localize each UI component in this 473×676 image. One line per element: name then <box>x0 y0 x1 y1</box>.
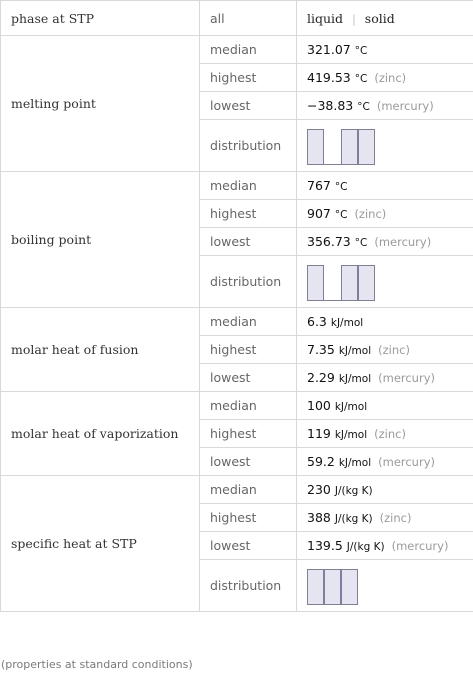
table-row <box>1 308 473 336</box>
value-number: 2.29 <box>307 370 335 385</box>
stat-value <box>297 448 473 476</box>
stat-value <box>297 172 473 200</box>
element-note: (mercury) <box>391 539 449 553</box>
element-note: (mercury) <box>378 371 435 385</box>
histogram-bar <box>341 569 358 605</box>
value-number: 230 <box>307 482 331 497</box>
header-phase-selector[interactable] <box>297 1 473 36</box>
property-name: melting point <box>1 36 200 172</box>
phase-separator: | <box>352 12 356 26</box>
element-note: (zinc) <box>379 511 412 525</box>
element-note: (zinc) <box>374 71 407 85</box>
value-unit: °C <box>334 181 348 193</box>
stat-value <box>297 36 473 64</box>
element-note: (zinc) <box>374 427 406 441</box>
distribution-histogram <box>307 567 375 605</box>
stat-label: distribution <box>200 120 297 172</box>
stat-label: lowest <box>200 228 297 256</box>
stat-label: median <box>200 172 297 200</box>
value-unit: °C <box>354 237 368 249</box>
distribution-histogram <box>307 263 375 301</box>
header-row <box>1 1 473 36</box>
stat-label: median <box>200 308 297 336</box>
footer-note: (properties at standard conditions) <box>1 658 193 671</box>
stat-label: highest <box>200 420 297 448</box>
stat-value <box>297 364 473 392</box>
distribution-chart <box>297 560 473 612</box>
stat-value <box>297 200 473 228</box>
stat-label: distribution <box>200 256 297 308</box>
element-note: (mercury) <box>374 235 432 249</box>
element-note: (zinc) <box>378 343 410 357</box>
stat-label: lowest <box>200 92 297 120</box>
stat-value <box>297 336 473 364</box>
value-unit: °C <box>354 45 368 57</box>
stat-value <box>297 392 473 420</box>
stat-label: distribution <box>200 560 297 612</box>
stat-value <box>297 532 473 560</box>
distribution-histogram <box>307 127 375 165</box>
header-all-option[interactable]: all <box>200 1 297 36</box>
value-unit: kJ/mol <box>334 401 368 413</box>
histogram-baseline <box>307 164 375 165</box>
histogram-bar <box>358 265 375 301</box>
histogram-bar <box>307 569 324 605</box>
histogram-bar <box>307 129 324 165</box>
histogram-baseline <box>307 300 375 301</box>
stat-value <box>297 504 473 532</box>
stat-value <box>297 64 473 92</box>
header-phase-label: phase at STP <box>1 1 200 36</box>
stat-value <box>297 476 473 504</box>
stat-label: median <box>200 36 297 64</box>
value-number: −38.83 <box>307 98 354 113</box>
histogram-bar <box>307 265 324 301</box>
value-number: 419.53 <box>307 70 351 85</box>
property-name: molar heat of fusion <box>1 308 200 392</box>
histogram-bar <box>341 265 358 301</box>
stat-label: highest <box>200 504 297 532</box>
value-number: 767 <box>307 178 331 193</box>
table-row <box>1 172 473 200</box>
value-unit: °C <box>354 73 368 85</box>
distribution-chart <box>297 120 473 172</box>
value-unit: J/(kg K) <box>346 541 385 553</box>
element-note: (mercury) <box>376 99 434 113</box>
element-note: (zinc) <box>354 207 387 221</box>
property-name: specific heat at STP <box>1 476 200 612</box>
histogram-baseline <box>307 604 358 605</box>
stat-value <box>297 92 473 120</box>
stat-label: lowest <box>200 364 297 392</box>
value-number: 907 <box>307 206 331 221</box>
stat-label: median <box>200 476 297 504</box>
value-number: 321.07 <box>307 42 351 57</box>
stat-label: highest <box>200 64 297 92</box>
stat-label: lowest <box>200 532 297 560</box>
histogram-bar <box>341 129 358 165</box>
stat-label: highest <box>200 336 297 364</box>
value-unit: kJ/mol <box>330 317 364 329</box>
table-row <box>1 476 473 504</box>
value-number: 59.2 <box>307 454 335 469</box>
property-name: boiling point <box>1 172 200 308</box>
histogram-bar <box>324 569 341 605</box>
value-unit: °C <box>357 101 370 113</box>
value-number: 356.73 <box>307 234 351 249</box>
distribution-chart <box>297 256 473 308</box>
value-number: 388 <box>307 510 331 525</box>
stat-value <box>297 420 473 448</box>
value-number: 7.35 <box>307 342 335 357</box>
value-unit: J/(kg K) <box>334 513 373 525</box>
phase-option-solid[interactable]: solid <box>364 10 395 26</box>
table-row <box>1 36 473 64</box>
value-number: 139.5 <box>307 538 343 553</box>
stat-value <box>297 228 473 256</box>
value-unit: kJ/mol <box>338 457 372 469</box>
stat-label: lowest <box>200 448 297 476</box>
value-unit: kJ/mol <box>334 429 368 441</box>
value-number: 100 <box>307 398 331 413</box>
stat-label: median <box>200 392 297 420</box>
value-unit: kJ/mol <box>338 373 372 385</box>
histogram-bar <box>358 129 375 165</box>
table-row <box>1 392 473 420</box>
phase-option-liquid[interactable]: liquid <box>307 10 344 26</box>
value-number: 119 <box>307 426 331 441</box>
stat-value <box>297 308 473 336</box>
value-unit: °C <box>334 209 348 221</box>
value-unit: kJ/mol <box>338 345 372 357</box>
value-number: 6.3 <box>307 314 327 329</box>
value-unit: J/(kg K) <box>334 485 373 497</box>
element-note: (mercury) <box>378 455 435 469</box>
property-name: molar heat of vaporization <box>1 392 200 476</box>
stat-label: highest <box>200 200 297 228</box>
